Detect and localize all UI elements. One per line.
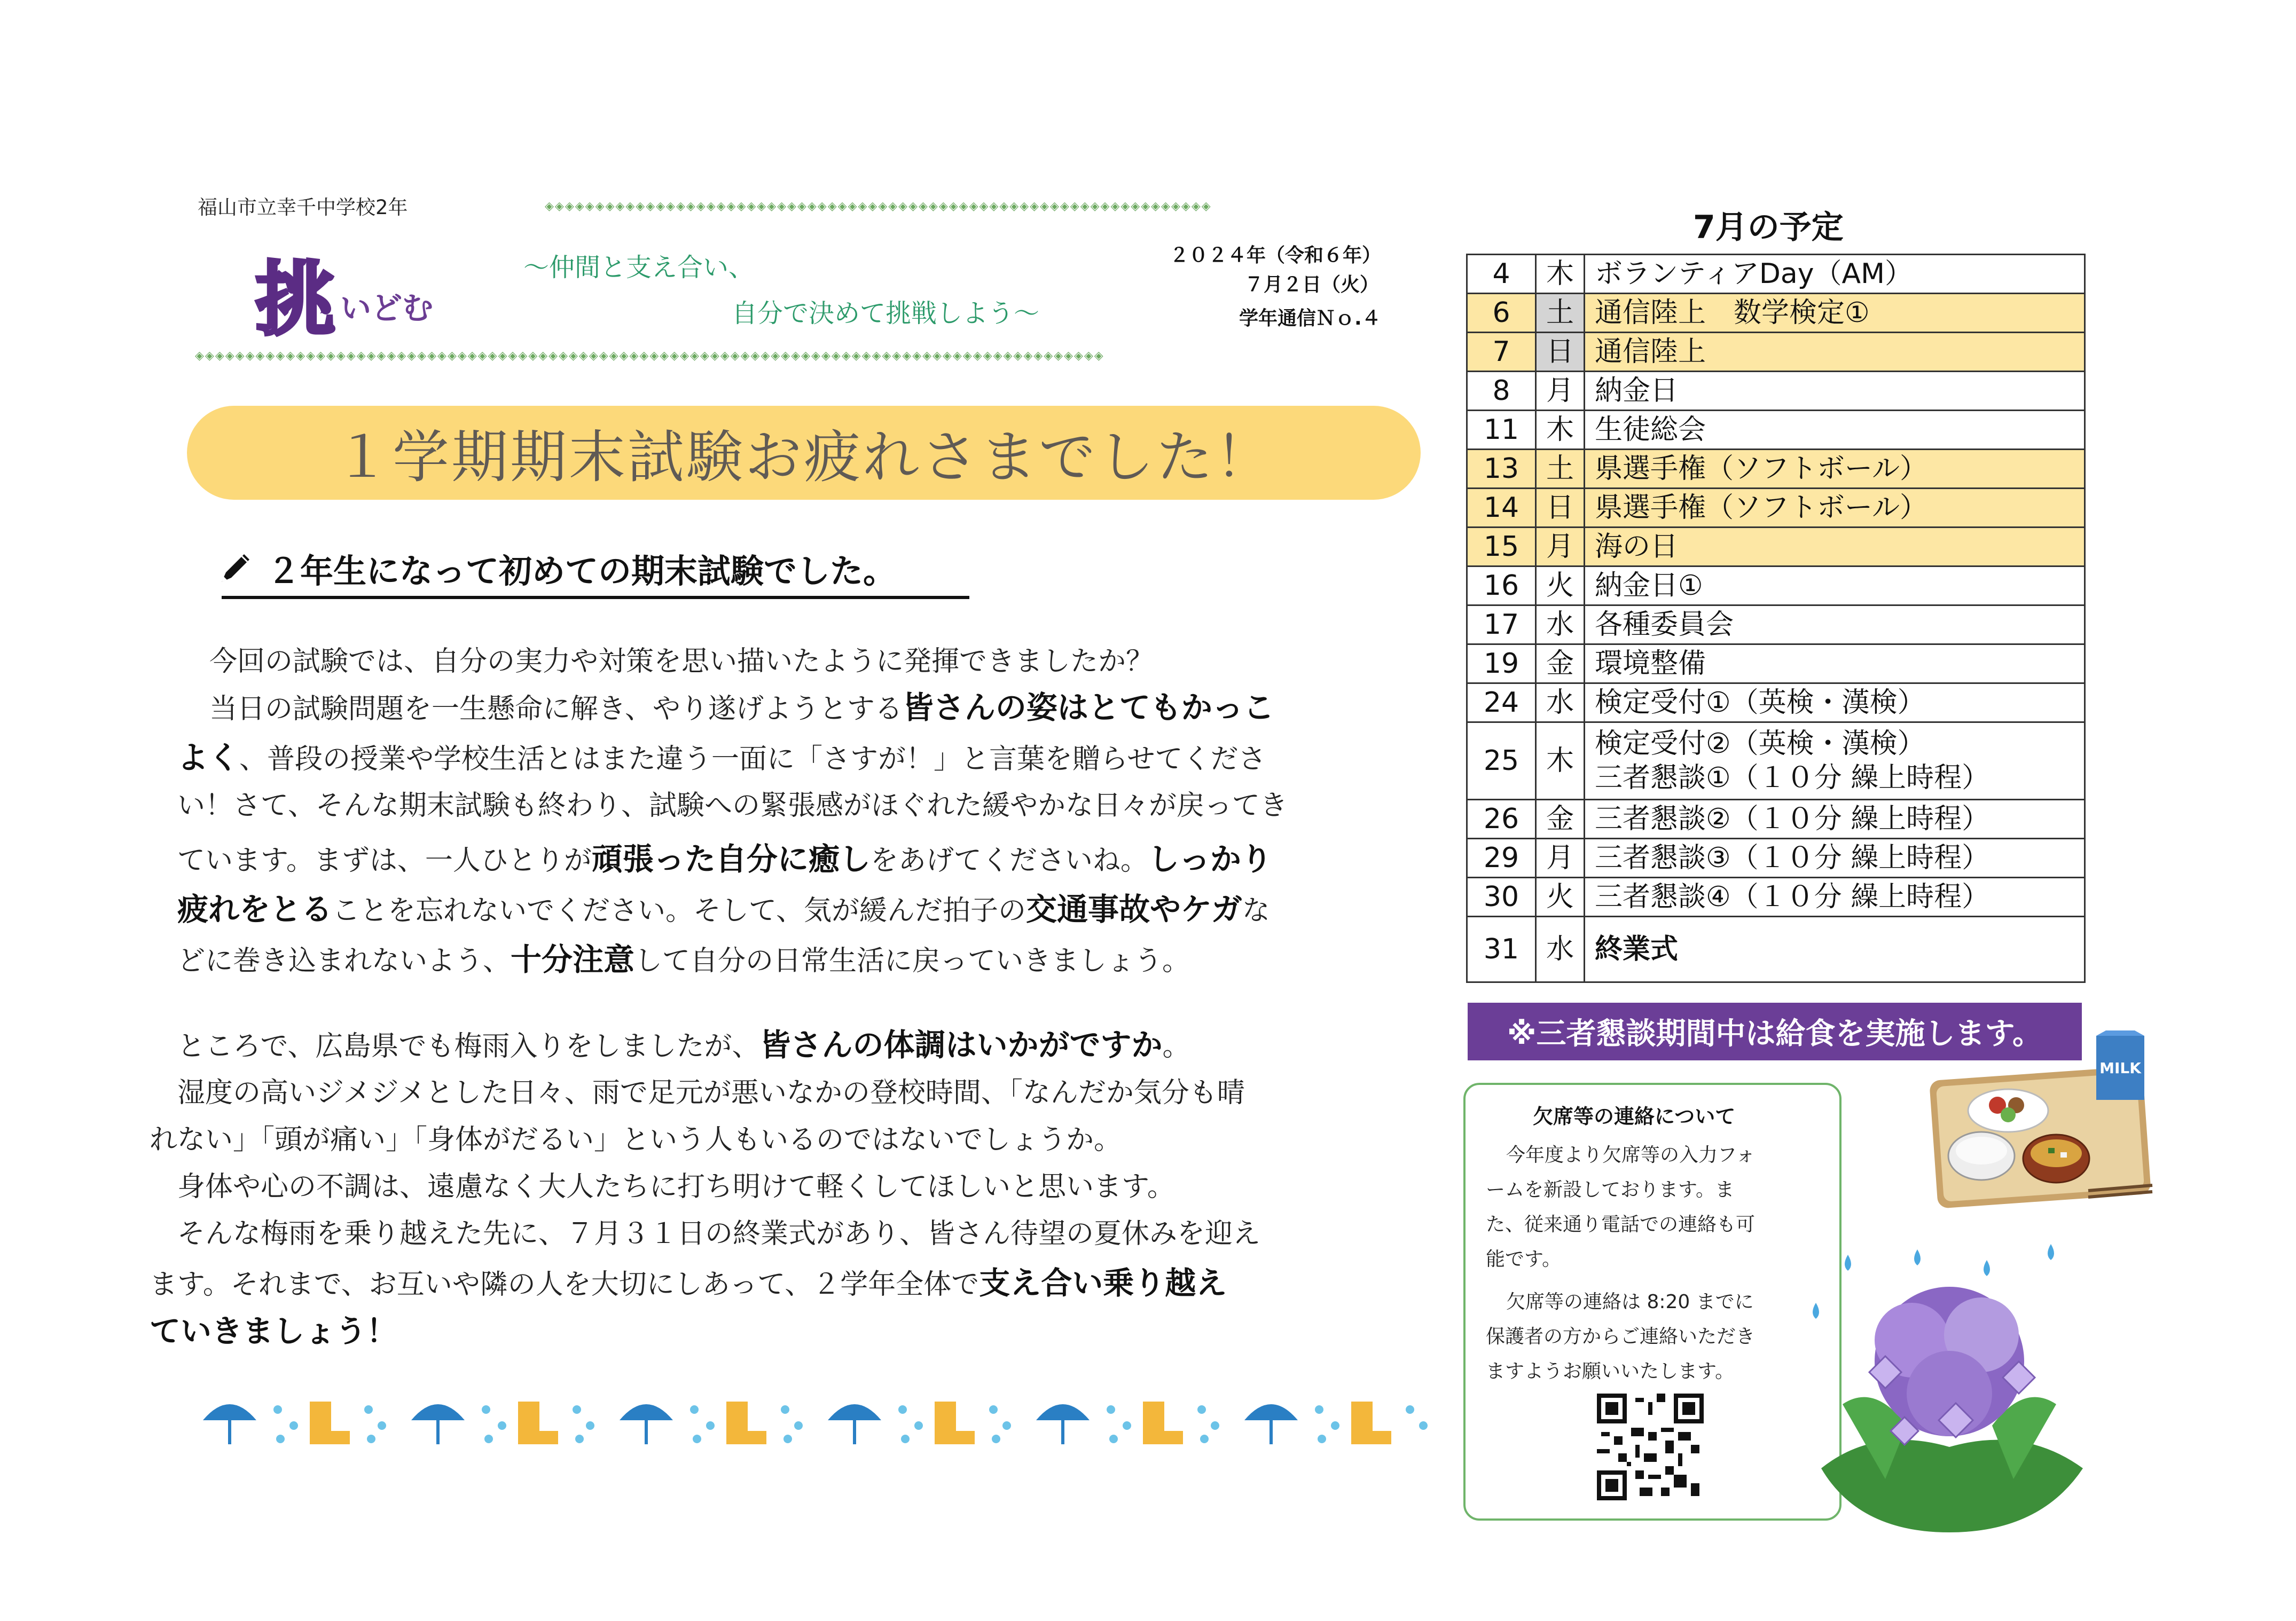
article-line: 湿度の高いジメジメとした日々、雨で足元が悪いなかの登校時間、「なんだか気分も晴 [177, 1077, 1245, 1109]
slogan-line-1: ～仲間と支え合い、 [523, 253, 755, 282]
raindrops-icon [898, 1405, 923, 1443]
raindrops-icon [781, 1405, 803, 1443]
absence-title: 欠席等の連絡について [1533, 1105, 1736, 1128]
school-name: 福山市立幸千中学校2年 [198, 196, 408, 219]
raindrops-icon [273, 1405, 298, 1443]
raindrops-icon [573, 1405, 594, 1443]
issue-date-day: ７月２日（火） [1244, 274, 1380, 296]
rain-boot-icon [935, 1402, 975, 1444]
headline-text: １学期期末試験お疲れさまでした！ [334, 424, 1274, 490]
schedule-row: 8 月 納金日 [1467, 372, 2085, 411]
article-line: どに巻き込まれないよう、十分注意して自分の日常生活に戻っていきましょう。 [177, 941, 1190, 978]
absence-line: 今年度より欠席等の入力フォ [1506, 1144, 1756, 1166]
schedule-row: 31 水 終業式 [1467, 917, 2085, 982]
absence-line: ますようお願いいたします。 [1486, 1360, 1735, 1382]
umbrella-icon [1244, 1404, 1298, 1444]
article-line: ところで、広島県でも梅雨入りをしましたが、皆さんの体調はいかがですか。 [177, 1027, 1190, 1063]
raindrops-icon [1107, 1405, 1131, 1443]
umbrella-icon [1036, 1404, 1090, 1444]
article-line: 今回の試験では、自分の実力や対策を思い描いたように発揮できましたか？ [209, 646, 1154, 678]
umbrella-icon [411, 1404, 465, 1444]
absence-line: た、従来通り電話での連絡も可 [1486, 1214, 1756, 1236]
schedule-row: 29 月 三者懇談③（１０分 繰上時程） [1467, 839, 2085, 878]
schedule-row: 16 火 納金日① [1467, 566, 2085, 605]
schedule-row-weekend: 7 日 通信陸上 [1467, 333, 2085, 372]
school-lunch-tray-illustration [1928, 1030, 2163, 1233]
umbrella-icon [620, 1404, 673, 1444]
absence-form-qr-code[interactable] [1597, 1394, 1704, 1500]
newsletter-logo-kana: いどむ [340, 290, 434, 326]
svg-text:MILK: MILK [2099, 1059, 2141, 1077]
umbrella-icon [203, 1404, 256, 1444]
article-line: そんな梅雨を乗り越えた先に、７月３１日の終業式があり、皆さん待望の夏休みを迎え [177, 1218, 1261, 1250]
umbrella-icon [828, 1404, 881, 1444]
absence-line: 保護者の方からご連絡いただき [1486, 1326, 1756, 1348]
schedule-row: 30 火 三者懇談④（１０分 繰上時程） [1467, 878, 2085, 917]
rain-boot-icon [1143, 1402, 1183, 1444]
hydrangea-illustration [1800, 1244, 2104, 1543]
schedule-row: 25 木 検定受付②（英検・漢検） 三者懇談①（１０分 繰上時程） [1467, 722, 2085, 800]
schedule-row-holiday: 15 月 海の日 [1467, 528, 2085, 566]
headline-banner [187, 406, 1421, 500]
issue-date-year: ２０２４年（令和６年） [1170, 245, 1382, 266]
article-line: 当日の試験問題を一生懸命に解き、やり遂げようとする皆さんの姿はとてもかっこ [209, 689, 1274, 726]
rain-boot-icon [518, 1402, 558, 1444]
schedule-table [1466, 254, 2086, 983]
article-line: ます。それまで、お互いや隣の人を大切にしあって、２学年全体で支え合い乗り越え [150, 1265, 1227, 1301]
article-line: よく、普段の授業や学校生活とはまた違う一面に「さすが！」と言葉を贈らせてくださ [177, 739, 1266, 776]
raindrops-icon [1197, 1405, 1219, 1443]
article-line: ています。まずは、一人ひとりが頑張った自分に癒しをあげてくださいね。しっかり [177, 841, 1272, 877]
pencil-icon [216, 550, 254, 587]
slogan-line-2: 自分で決めて挑戦しよう～ [732, 298, 1040, 328]
schedule-row: 19 金 環境整備 [1467, 644, 2085, 683]
section-underline [222, 596, 969, 599]
absence-line: 能です。 [1486, 1248, 1562, 1270]
schedule-row: 17 水 各種委員会 [1467, 605, 2085, 644]
raindrops-icon [690, 1405, 715, 1443]
article-line: 身体や心の不調は、遠慮なく大人たちに打ち明けて軽くしてほしいと思います。 [177, 1171, 1175, 1203]
rain-boot-icon [1351, 1402, 1391, 1444]
article-line: 疲れをとることを忘れないでください。そして、気が緩んだ拍子の交通事故やケガな [177, 891, 1270, 927]
raindrops-icon [482, 1405, 506, 1443]
absence-line: ームを新設しております。ま [1486, 1179, 1735, 1201]
raindrops-icon [364, 1405, 386, 1443]
schedule-row: 26 金 三者懇談②（１０分 繰上時程） [1467, 800, 2085, 839]
schedule-row: 4 木 ボランティアDay（AM） [1467, 255, 2085, 294]
newsletter-logo-kanji: 挑 [255, 253, 336, 347]
raindrops-icon [1315, 1405, 1339, 1443]
vine-divider-top: ◈◈◈◈◈◈◈◈◈◈◈◈◈◈◈◈◈◈◈◈◈◈◈◈◈◈◈◈◈◈◈◈◈◈◈◈◈◈◈◈◈◈◈◈◈◈◈◈◈◈◈◈◈◈◈◈◈◈◈◈◈◈◈◈◈◈ [545, 200, 1212, 213]
vine-divider-bottom: ◈◈◈◈◈◈◈◈◈◈◈◈◈◈◈◈◈◈◈◈◈◈◈◈◈◈◈◈◈◈◈◈◈◈◈◈◈◈◈◈◈◈◈◈◈◈◈◈◈◈◈◈◈◈◈◈◈◈◈◈◈◈◈◈◈◈◈◈◈◈◈◈◈◈◈◈◈◈◈◈◈◈◈◈◈◈◈◈◈◈ [195, 349, 1104, 363]
notice-text: ※三者懇談期間中は給食を実施します。 [1507, 1017, 2042, 1051]
rain-boot-icon [310, 1402, 350, 1444]
schedule-row-weekend: 13 土 県選手権（ソフトボール） [1467, 450, 2085, 489]
rain-boot-icon [726, 1402, 766, 1444]
schedule-title: 7月の予定 [1693, 209, 1844, 246]
rain-decoration-border [192, 1388, 1431, 1452]
schedule-row: 24 水 検定受付①（英検・漢検） [1467, 683, 2085, 722]
section-heading: ２年生になって初めての期末試験でした。 [267, 552, 897, 591]
schedule-row-weekend: 6 土 通信陸上 数学検定① [1467, 294, 2085, 333]
schedule-row-weekend: 14 日 県選手権（ソフトボール） [1467, 489, 2085, 528]
absence-line: 欠席等の連絡は 8:20 までに [1506, 1291, 1754, 1313]
article-line: れない」「頭が痛い」「身体がだるい」という人もいるのではないでしょうか。 [150, 1124, 1122, 1156]
schedule-row: 11 木 生徒総会 [1467, 411, 2085, 450]
issue-number: 学年通信Ｎｏ.４ [1239, 308, 1381, 329]
article-line: ていきましょう！ [150, 1313, 398, 1349]
raindrops-icon [1406, 1405, 1428, 1430]
article-line: い！さて、そんな期末試験も終わり、試験への緊張感がほぐれた緩やかな日々が戻ってき [177, 790, 1288, 822]
raindrops-icon [989, 1405, 1011, 1443]
